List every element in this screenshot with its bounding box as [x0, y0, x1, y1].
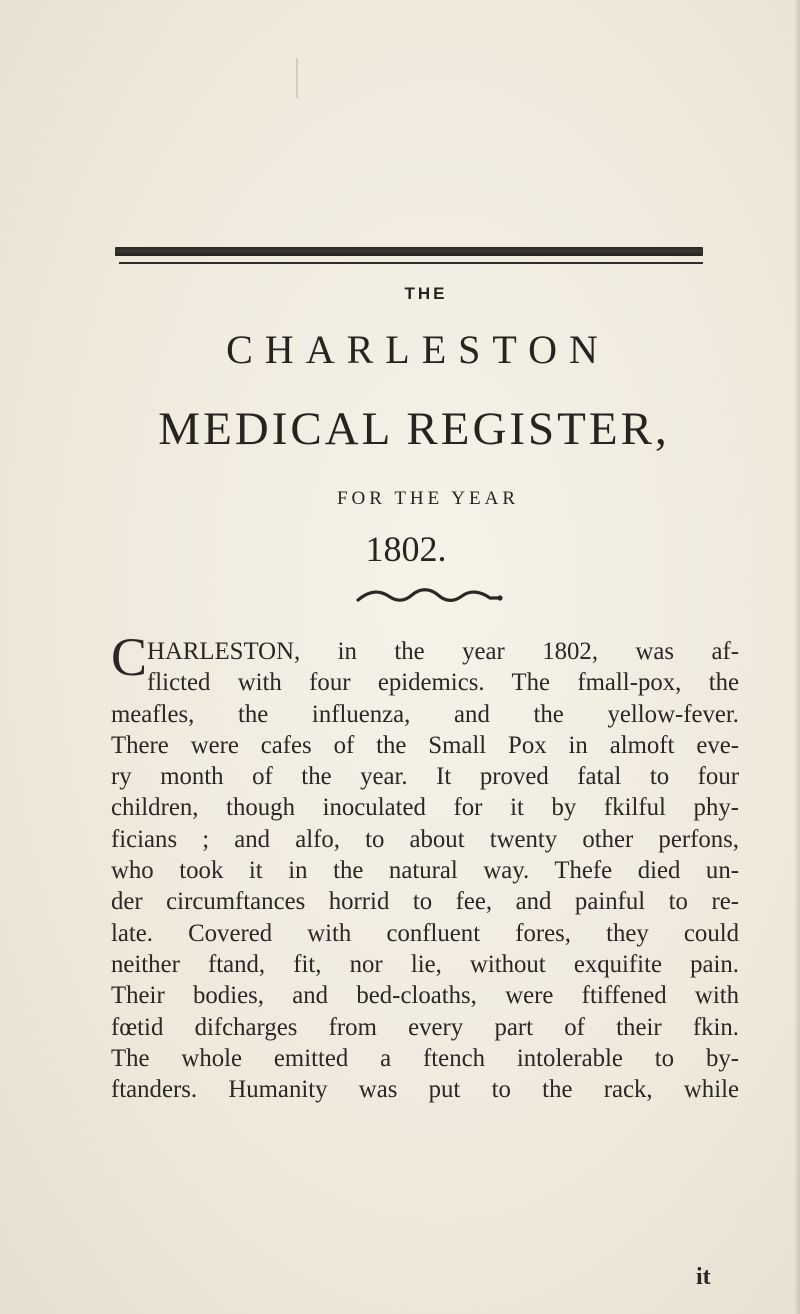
title-article: THE	[404, 284, 448, 303]
body-line: neither ftand, fit, nor lie, without exquifite pain.	[111, 950, 739, 978]
publication-year: 1802.	[365, 529, 447, 569]
body-paragraph	[111, 627, 739, 1105]
body-line: ftanders. Humanity was put to the rack, while	[111, 1076, 739, 1104]
body-line: der circumftances horrid to fee, and painful to re-	[111, 888, 739, 916]
title-line-charleston: CHARLESTON	[226, 327, 610, 372]
body-line: fœtid difcharges from every part of their fkin.	[111, 1013, 739, 1041]
body-line: who took it in the natural way. Thefe died un-	[111, 857, 739, 885]
body-line: children, though inoculated for it by fkilful phy-	[111, 794, 739, 822]
body-line: HARLESTON, in the year 1802, was af-	[147, 638, 739, 665]
title-line-medical-register: MEDICAL REGISTER,	[158, 403, 670, 455]
swash-ornament-icon	[350, 586, 510, 606]
body-line: There were cafes of the Small Pox in almoft eve-	[111, 731, 739, 759]
subtitle-for-the-year: FOR THE YEAR	[336, 488, 520, 509]
body-line: The whole emitted a ftench intolerable to by-	[111, 1044, 739, 1072]
header-rule-thick	[115, 247, 703, 256]
body-line: late. Covered with confluent fores, they could	[111, 919, 739, 947]
body-line: ry month of the year. It proved fatal to four	[111, 763, 739, 791]
page-edge-shadow	[794, 0, 800, 1314]
catchword: it	[696, 1264, 711, 1290]
body-line: Their bodies, and bed-cloaths, were ftiffened with	[111, 982, 739, 1010]
page-blemish	[296, 58, 298, 98]
body-line: ficians ; and alfo, to about twenty other perfons,	[111, 825, 739, 853]
header-rule-thin	[119, 262, 703, 264]
body-line: meafles, the influenza, and the yellow-fever.	[111, 700, 739, 728]
body-line: flicted with four epidemics. The fmall-pox, the	[147, 669, 739, 697]
drop-cap: C	[111, 627, 148, 687]
